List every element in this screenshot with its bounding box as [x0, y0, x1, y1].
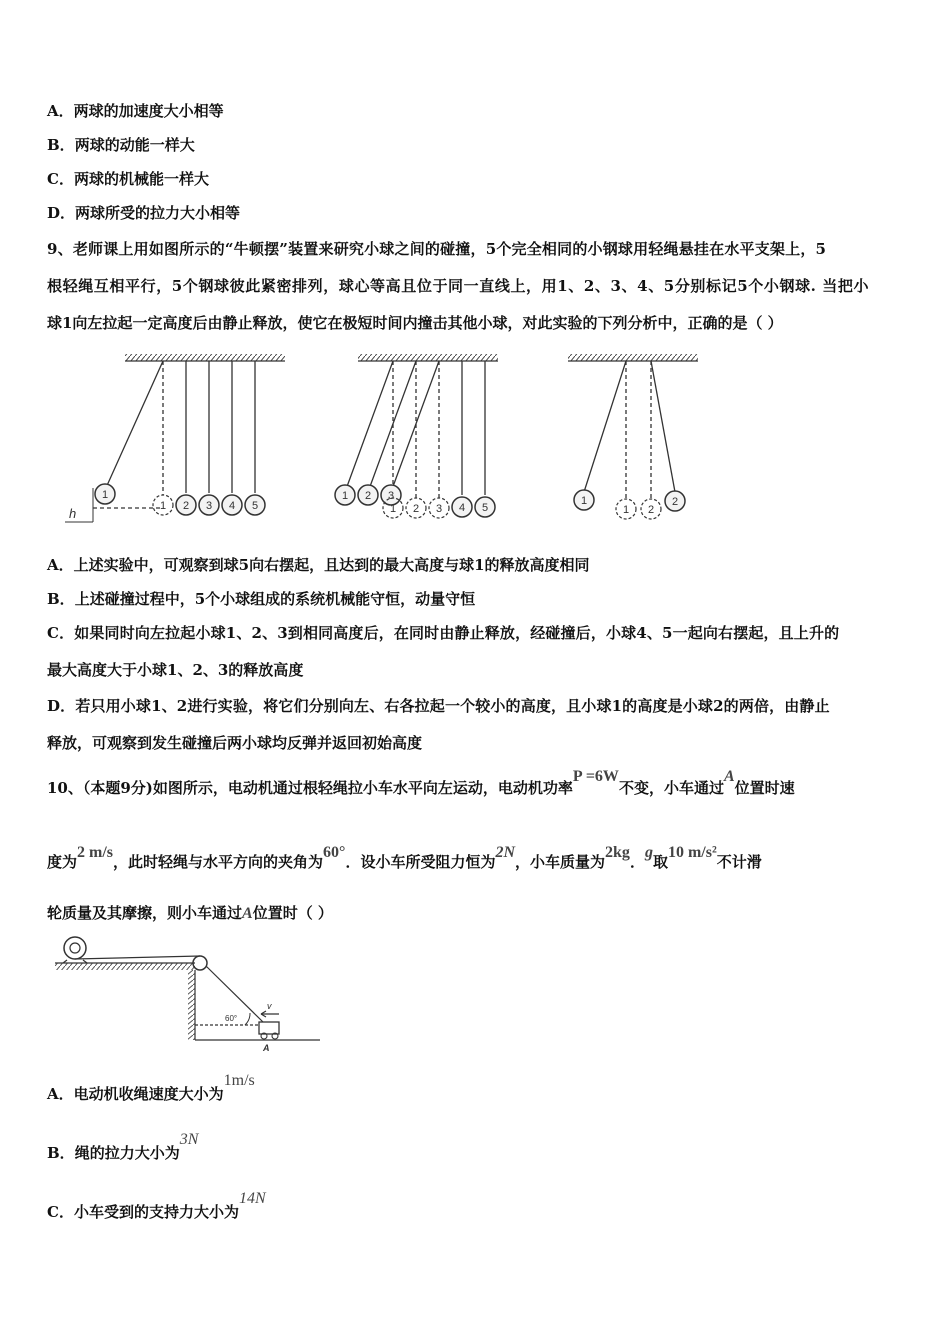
q10-text: 取 — [652, 853, 668, 871]
ball-2-raised — [358, 485, 378, 505]
option-text: 小车受到的支持力大小为 — [73, 1203, 239, 1221]
option-text: 上述实验中，可观察到球5向右摆起，且达到的最大高度与球1的释放高度相同 — [73, 556, 590, 574]
svg-text:2: 2 — [182, 500, 190, 512]
ball-5 — [475, 497, 495, 517]
q10-text: 位置时速 — [734, 779, 795, 797]
q10-text: ． — [629, 853, 645, 871]
q9-option-a — [47, 555, 590, 575]
q9-option-d-line2: 释放，可观察到发生碰撞后两小球均反弹并返回初始高度 — [47, 734, 423, 752]
svg-text:5: 5 — [251, 500, 259, 512]
q10-text: 不变，小车通过 — [618, 779, 724, 797]
svg-text:2: 2 — [671, 496, 679, 508]
svg-text:3: 3 — [435, 503, 443, 515]
q8-option-a — [47, 101, 224, 121]
ball-3 — [199, 495, 219, 515]
svg-text:1: 1 — [159, 500, 167, 512]
cart — [259, 1022, 279, 1034]
position-a-symbol: A — [242, 905, 253, 922]
ball-4 — [222, 495, 242, 515]
cradle-panel-2 — [345, 354, 498, 498]
option-key: D． — [47, 697, 76, 715]
svg-text:3: 3 — [205, 500, 213, 512]
resistance-value: 2N — [495, 844, 516, 861]
option-text: 两球的加速度大小相等 — [73, 102, 224, 120]
ball-1-raised — [574, 490, 594, 510]
q8-option-b — [47, 135, 195, 155]
option-key: A． — [47, 102, 74, 120]
svg-text:4: 4 — [228, 500, 236, 512]
gravity-symbol: g — [644, 844, 653, 861]
q9-option-c-line1 — [47, 623, 839, 643]
q10-text: 不计滑 — [716, 853, 762, 871]
ball-1-raised — [335, 485, 355, 505]
panel2-balls — [335, 485, 495, 518]
newtons-cradle-figure — [55, 350, 715, 530]
option-text: 上述碰撞过程中，5个小球组成的系统机械能守恒，动量守恒 — [74, 590, 476, 608]
option-key: C． — [47, 624, 75, 642]
q10-stem-line2 — [47, 844, 762, 873]
option-key: B． — [47, 1144, 75, 1162]
q10-option-a — [47, 1072, 255, 1105]
power-value: P =6W — [572, 768, 619, 785]
option-key: C． — [47, 170, 74, 188]
q9-stem-line2: 根轻绳互相平行，5个钢球彼此紧密排列，球心等高且位于同一直线上，用1、2、3、4、5分别标记5个小钢球. 当把小 — [47, 277, 870, 295]
option-math: 3N — [179, 1131, 199, 1148]
option-text: 两球所受的拉力大小相等 — [75, 204, 241, 222]
pulley-icon — [193, 956, 207, 970]
option-text: 如果同时向左拉起小球1、2、3到相同高度后，在同时由静止释放，经碰撞后，小球4、5一起向右摆起，且上升的 — [74, 624, 840, 642]
option-text: 两球的机械能一样大 — [73, 170, 209, 188]
mass-value: 2kg — [605, 844, 630, 861]
ball-2-dashed — [406, 498, 426, 518]
option-key: A． — [47, 1085, 74, 1103]
q8-option-d — [47, 203, 240, 223]
motor-icon — [64, 937, 86, 959]
svg-text:3: 3 — [387, 490, 395, 502]
point-a-label: A — [263, 1043, 270, 1053]
ball-2-dashed — [641, 499, 661, 519]
ball-3-raised — [381, 485, 401, 505]
option-text: 绳的拉力大小为 — [74, 1144, 180, 1162]
cradle-panel-3 — [568, 354, 698, 500]
svg-text:4: 4 — [458, 502, 466, 514]
angle-label: 60° — [225, 1014, 238, 1023]
svg-text:2: 2 — [647, 504, 655, 516]
height-label-h: h — [69, 506, 77, 521]
option-key: C． — [47, 1203, 74, 1221]
q10-text: 位置时（ ） — [252, 904, 333, 922]
option-key: A． — [47, 556, 74, 574]
option-text: 两球的动能一样大 — [74, 136, 195, 154]
option-text: 若只用小球1、2进行实验，将它们分别向左、右各拉起一个较小的高度，且小球1的高度是小球2的两倍，由静止 — [75, 697, 830, 715]
position-a-symbol: A — [723, 768, 735, 785]
option-key: B． — [47, 136, 75, 154]
q9-option-b — [47, 589, 475, 609]
svg-text:1: 1 — [622, 504, 630, 516]
q10-stem-line3 — [47, 903, 333, 924]
svg-text:1: 1 — [580, 495, 588, 507]
panel1-balls — [95, 484, 265, 515]
q10-text: 轮质量及其摩擦，则小车通过 — [47, 904, 243, 922]
q10-text: 度为 — [47, 853, 78, 871]
svg-text:1: 1 — [341, 490, 349, 502]
ball-2 — [176, 495, 196, 515]
ball-2-raised — [665, 491, 685, 511]
q8-option-c — [47, 169, 209, 189]
svg-text:2: 2 — [412, 503, 420, 515]
svg-text:1: 1 — [389, 503, 397, 515]
q10-text: 10、（本题9分)如图所示，电动机通过根轻绳拉小车水平向左运动，电动机功率 — [47, 779, 573, 797]
svg-text:1: 1 — [101, 489, 109, 501]
q10-option-b — [47, 1131, 199, 1164]
q10-text: ．设小车所受阻力恒为 — [345, 853, 496, 871]
q9-option-d-line1 — [47, 696, 830, 716]
option-math: 14N — [238, 1190, 266, 1207]
q10-text: ，小车质量为 — [515, 853, 606, 871]
q9-option-c-line2: 最大高度大于小球1、2、3的释放高度 — [47, 661, 304, 679]
angle-value: 60° — [323, 844, 346, 861]
velocity-label: v — [267, 1001, 272, 1011]
ball-1-raised — [95, 484, 115, 504]
q10-stem-line1 — [47, 768, 795, 799]
option-math: 1m/s — [223, 1072, 255, 1089]
motor-cart-figure — [55, 930, 325, 1055]
option-key: B． — [47, 590, 75, 608]
svg-text:5: 5 — [481, 502, 489, 514]
q10-text: ，此时轻绳与水平方向的夹角为 — [113, 853, 324, 871]
q10-option-c — [47, 1190, 266, 1223]
ball-1-dashed — [616, 499, 636, 519]
ball-4 — [452, 497, 472, 517]
option-text: 电动机收绳速度大小为 — [73, 1085, 224, 1103]
panel3-balls — [574, 490, 685, 519]
svg-text:2: 2 — [364, 490, 372, 502]
option-key: D． — [47, 204, 76, 222]
q9-stem-line1: 9、老师课上用如图所示的“牛顿摆”装置来研究小球之间的碰撞，5个完全相同的小钢球用轻绳悬挂在水平支架上，5 — [47, 240, 827, 258]
speed-value: 2 m/s — [77, 844, 114, 861]
ball-3-dashed — [429, 498, 449, 518]
ball-1-dashed — [153, 495, 173, 515]
ball-5 — [245, 495, 265, 515]
q9-stem-line3: 球1向左拉起一定高度后由静止释放，使它在极短时间内撞击其他小球，对此实验的下列分析中，正确的是（ ） — [47, 314, 783, 332]
gravity-value: 10 m/s² — [667, 844, 717, 861]
